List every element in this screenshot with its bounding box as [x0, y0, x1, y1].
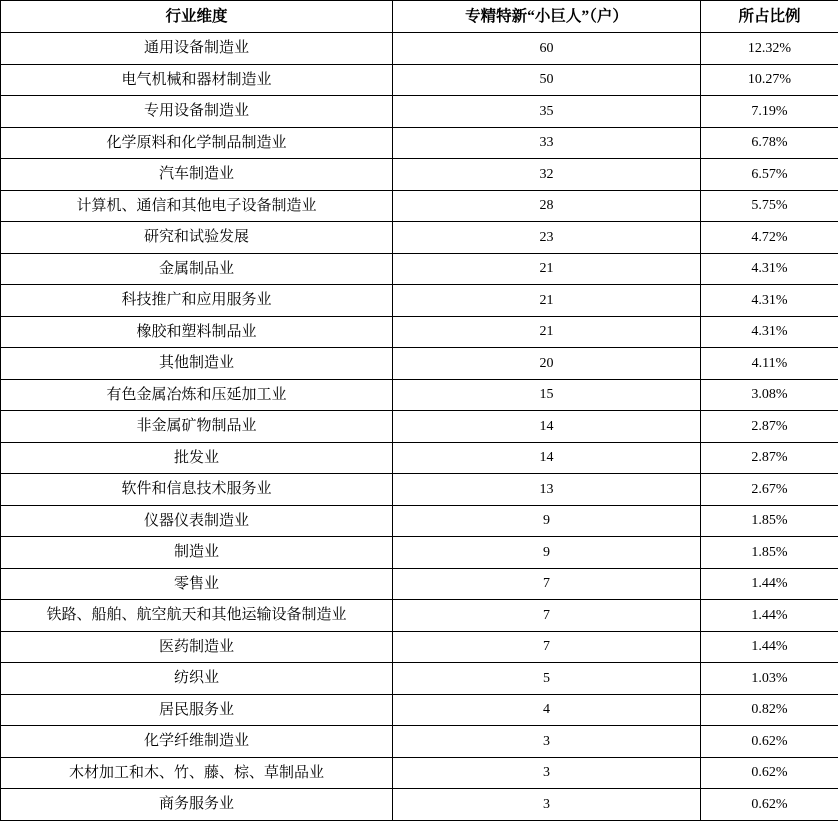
cell-dimension: 计算机、通信和其他电子设备制造业 [1, 190, 393, 222]
cell-dimension: 研究和试验发展 [1, 222, 393, 254]
column-header-dimension: 行业维度 [1, 1, 393, 33]
cell-count: 3 [393, 757, 701, 789]
cell-dimension: 医药制造业 [1, 631, 393, 663]
cell-count: 9 [393, 505, 701, 537]
cell-dimension: 化学原料和化学制品制造业 [1, 127, 393, 159]
cell-dimension: 有色金属冶炼和压延加工业 [1, 379, 393, 411]
table-row [1, 663, 838, 695]
table-header [1, 1, 838, 33]
cell-ratio: 6.78% [701, 127, 838, 159]
cell-count: 7 [393, 631, 701, 663]
cell-dimension: 专用设备制造业 [1, 96, 393, 128]
table-row [1, 537, 838, 569]
cell-dimension: 化学纤维制造业 [1, 726, 393, 758]
table-row [1, 631, 838, 663]
cell-count: 14 [393, 442, 701, 474]
table-row [1, 159, 838, 191]
column-header-count: 专精特新“小巨人”（户） [393, 1, 701, 33]
table-row [1, 411, 838, 443]
cell-dimension: 其他制造业 [1, 348, 393, 380]
cell-count: 13 [393, 474, 701, 506]
table-row [1, 568, 838, 600]
cell-ratio: 0.82% [701, 694, 838, 726]
cell-dimension: 软件和信息技术服务业 [1, 474, 393, 506]
table-row [1, 316, 838, 348]
cell-dimension: 电气机械和器材制造业 [1, 64, 393, 96]
cell-dimension: 木材加工和木、竹、藤、棕、草制品业 [1, 757, 393, 789]
cell-ratio: 5.75% [701, 190, 838, 222]
cell-ratio: 2.87% [701, 442, 838, 474]
cell-ratio: 2.87% [701, 411, 838, 443]
cell-count: 32 [393, 159, 701, 191]
table-row [1, 222, 838, 254]
table-row [1, 442, 838, 474]
cell-ratio: 0.62% [701, 726, 838, 758]
table-row [1, 348, 838, 380]
cell-ratio: 1.44% [701, 600, 838, 632]
cell-dimension: 纺织业 [1, 663, 393, 695]
cell-ratio: 1.44% [701, 568, 838, 600]
cell-count: 23 [393, 222, 701, 254]
cell-ratio: 0.62% [701, 789, 838, 821]
cell-ratio: 12.32% [701, 33, 838, 65]
table-row [1, 757, 838, 789]
cell-ratio: 3.08% [701, 379, 838, 411]
cell-count: 21 [393, 285, 701, 317]
cell-count: 5 [393, 663, 701, 695]
cell-dimension: 零售业 [1, 568, 393, 600]
table-row [1, 190, 838, 222]
cell-count: 4 [393, 694, 701, 726]
cell-count: 20 [393, 348, 701, 380]
table-row [1, 127, 838, 159]
cell-count: 15 [393, 379, 701, 411]
cell-dimension: 橡胶和塑料制品业 [1, 316, 393, 348]
cell-count: 28 [393, 190, 701, 222]
table-row [1, 285, 838, 317]
table-row [1, 253, 838, 285]
cell-dimension: 制造业 [1, 537, 393, 569]
cell-dimension: 非金属矿物制品业 [1, 411, 393, 443]
table-row [1, 505, 838, 537]
cell-count: 3 [393, 789, 701, 821]
cell-ratio: 1.44% [701, 631, 838, 663]
table-row [1, 694, 838, 726]
cell-ratio: 7.19% [701, 96, 838, 128]
cell-count: 14 [393, 411, 701, 443]
cell-ratio: 4.31% [701, 285, 838, 317]
cell-dimension: 仪器仪表制造业 [1, 505, 393, 537]
table-row [1, 474, 838, 506]
cell-dimension: 通用设备制造业 [1, 33, 393, 65]
table-body [1, 33, 838, 821]
cell-count: 3 [393, 726, 701, 758]
cell-dimension: 批发业 [1, 442, 393, 474]
cell-count: 21 [393, 253, 701, 285]
cell-dimension: 科技推广和应用服务业 [1, 285, 393, 317]
cell-dimension: 居民服务业 [1, 694, 393, 726]
cell-dimension: 金属制品业 [1, 253, 393, 285]
cell-ratio: 0.62% [701, 757, 838, 789]
cell-count: 7 [393, 568, 701, 600]
table-header-row [1, 1, 838, 33]
table-row [1, 379, 838, 411]
cell-ratio: 10.27% [701, 64, 838, 96]
cell-count: 35 [393, 96, 701, 128]
cell-count: 50 [393, 64, 701, 96]
table-row [1, 726, 838, 758]
cell-ratio: 1.85% [701, 505, 838, 537]
cell-ratio: 4.31% [701, 316, 838, 348]
cell-ratio: 4.11% [701, 348, 838, 380]
cell-dimension: 铁路、船舶、航空航天和其他运输设备制造业 [1, 600, 393, 632]
table-row [1, 600, 838, 632]
cell-ratio: 1.03% [701, 663, 838, 695]
cell-ratio: 1.85% [701, 537, 838, 569]
table-row [1, 789, 838, 821]
cell-dimension: 汽车制造业 [1, 159, 393, 191]
table-row [1, 33, 838, 65]
table-row [1, 64, 838, 96]
cell-dimension: 商务服务业 [1, 789, 393, 821]
cell-ratio: 4.31% [701, 253, 838, 285]
cell-count: 9 [393, 537, 701, 569]
cell-ratio: 2.67% [701, 474, 838, 506]
cell-ratio: 6.57% [701, 159, 838, 191]
column-header-ratio: 所占比例 [701, 1, 838, 33]
cell-count: 60 [393, 33, 701, 65]
cell-count: 21 [393, 316, 701, 348]
cell-count: 33 [393, 127, 701, 159]
cell-ratio: 4.72% [701, 222, 838, 254]
table-row [1, 96, 838, 128]
cell-count: 7 [393, 600, 701, 632]
